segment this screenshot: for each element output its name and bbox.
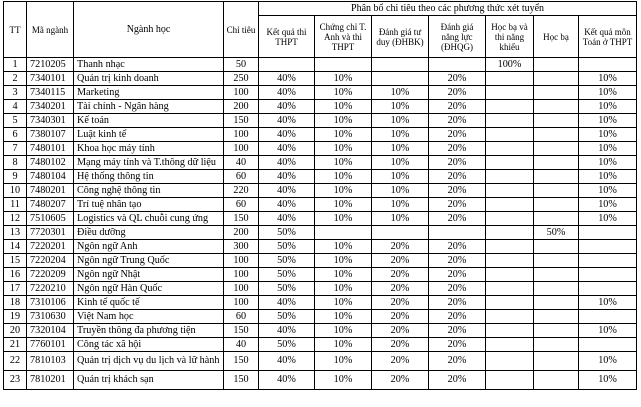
row-name-cell: Việt Nam học — [74, 310, 224, 324]
row-quota-cell: 150 — [224, 212, 259, 226]
row-method-cell: 20% — [429, 198, 486, 212]
row-code-cell: 7480201 — [27, 184, 74, 198]
row-method-cell: 20% — [372, 240, 429, 254]
table-row — [4, 212, 637, 226]
row-method-cell — [534, 100, 579, 114]
row-tt-cell: 17 — [4, 282, 27, 296]
row-method-cell — [534, 212, 579, 226]
row-method-cell: 10% — [315, 282, 372, 296]
row-method-cell: 40% — [259, 142, 315, 156]
row-method-cell: 20% — [372, 296, 429, 310]
table-row — [4, 58, 637, 72]
row-method-cell: 20% — [429, 72, 486, 86]
row-code-cell: 7220204 — [27, 254, 74, 268]
row-quota-cell: 200 — [224, 100, 259, 114]
row-method-cell — [534, 142, 579, 156]
row-tt-cell: 1 — [4, 58, 27, 72]
row-method-cell — [486, 100, 534, 114]
row-method-cell — [534, 128, 579, 142]
row-method-cell: 40% — [259, 198, 315, 212]
row-method-cell — [486, 156, 534, 170]
row-method-cell: 20% — [372, 338, 429, 352]
table-row — [4, 352, 637, 371]
table-row — [4, 240, 637, 254]
row-tt-cell: 23 — [4, 371, 27, 390]
row-name-cell: Quản trị dịch vụ du lịch và lữ hành — [74, 352, 224, 371]
col-method-header: Học bạ và thi năng khiếu — [486, 16, 534, 58]
row-method-cell: 10% — [315, 254, 372, 268]
row-code-cell: 7340301 — [27, 114, 74, 128]
row-method-cell — [486, 212, 534, 226]
row-tt-cell: 7 — [4, 142, 27, 156]
row-method-cell: 20% — [372, 352, 429, 371]
row-method-cell — [429, 58, 486, 72]
row-quota-cell: 220 — [224, 184, 259, 198]
row-code-cell: 7480104 — [27, 170, 74, 184]
row-method-cell: 10% — [579, 128, 637, 142]
row-method-cell: 40% — [259, 296, 315, 310]
row-method-cell: 10% — [372, 184, 429, 198]
row-method-cell: 20% — [372, 268, 429, 282]
row-method-cell: 10% — [315, 352, 372, 371]
row-code-cell: 7720301 — [27, 226, 74, 240]
row-quota-cell: 40 — [224, 156, 259, 170]
row-method-cell — [534, 198, 579, 212]
row-method-cell: 10% — [315, 142, 372, 156]
row-method-cell: 50% — [259, 254, 315, 268]
row-method-cell: 20% — [429, 296, 486, 310]
row-method-cell — [534, 184, 579, 198]
row-method-cell — [579, 226, 637, 240]
row-method-cell — [372, 58, 429, 72]
row-method-cell: 40% — [259, 212, 315, 226]
table-row — [4, 156, 637, 170]
row-method-cell: 20% — [429, 352, 486, 371]
row-method-cell — [534, 114, 579, 128]
row-tt-cell: 6 — [4, 128, 27, 142]
row-method-cell: 10% — [372, 212, 429, 226]
table-row — [4, 296, 637, 310]
row-name-cell: Ngôn ngữ Hàn Quốc — [74, 282, 224, 296]
row-method-cell — [486, 142, 534, 156]
row-method-cell: 100% — [486, 58, 534, 72]
row-method-cell — [579, 254, 637, 268]
row-tt-cell: 4 — [4, 100, 27, 114]
row-method-cell: 10% — [315, 156, 372, 170]
row-method-cell: 20% — [429, 184, 486, 198]
row-method-cell: 10% — [579, 296, 637, 310]
table-row — [4, 310, 637, 324]
row-code-cell: 7220209 — [27, 268, 74, 282]
row-method-cell: 20% — [429, 142, 486, 156]
row-method-cell: 10% — [579, 198, 637, 212]
row-method-cell — [534, 338, 579, 352]
row-method-cell: 10% — [372, 114, 429, 128]
table-row — [4, 198, 637, 212]
row-code-cell: 7320104 — [27, 324, 74, 338]
row-name-cell: Kinh tế quốc tế — [74, 296, 224, 310]
row-code-cell: 7480102 — [27, 156, 74, 170]
row-method-cell — [486, 240, 534, 254]
row-tt-cell: 12 — [4, 212, 27, 226]
row-method-cell: 20% — [429, 240, 486, 254]
row-method-cell — [486, 86, 534, 100]
row-tt-cell: 3 — [4, 86, 27, 100]
row-method-cell — [486, 128, 534, 142]
row-method-cell: 10% — [579, 371, 637, 390]
col-quota-header: Chỉ tiêu — [224, 2, 259, 58]
row-code-cell: 7210205 — [27, 58, 74, 72]
row-method-cell: 20% — [429, 324, 486, 338]
row-method-cell: 10% — [315, 310, 372, 324]
row-method-cell: 10% — [315, 114, 372, 128]
row-quota-cell: 250 — [224, 72, 259, 86]
row-method-cell: 10% — [315, 100, 372, 114]
row-tt-cell: 14 — [4, 240, 27, 254]
row-quota-cell: 100 — [224, 142, 259, 156]
row-method-cell: 10% — [315, 324, 372, 338]
row-method-cell: 10% — [315, 72, 372, 86]
row-method-cell: 40% — [259, 72, 315, 86]
row-method-cell — [486, 338, 534, 352]
row-method-cell: 10% — [579, 212, 637, 226]
row-tt-cell: 9 — [4, 170, 27, 184]
row-method-cell — [486, 170, 534, 184]
row-method-cell: 20% — [429, 310, 486, 324]
row-quota-cell: 60 — [224, 170, 259, 184]
row-method-cell — [579, 310, 637, 324]
row-code-cell: 7810201 — [27, 371, 74, 390]
row-method-cell: 20% — [429, 128, 486, 142]
row-method-cell: 20% — [429, 371, 486, 390]
row-name-cell: Tài chính - Ngân hàng — [74, 100, 224, 114]
row-method-cell: 10% — [372, 156, 429, 170]
row-method-cell — [486, 310, 534, 324]
row-method-cell: 40% — [259, 352, 315, 371]
row-quota-cell: 150 — [224, 324, 259, 338]
col-name-header: Ngành học — [74, 2, 224, 58]
row-method-cell — [534, 268, 579, 282]
row-name-cell: Kế toán — [74, 114, 224, 128]
row-method-cell: 10% — [372, 100, 429, 114]
methods-group-header: Phân bổ chi tiêu theo các phương thức xét tuyển — [259, 2, 637, 16]
table-row — [4, 338, 637, 352]
row-method-cell: 20% — [429, 338, 486, 352]
row-method-cell — [486, 198, 534, 212]
row-name-cell: Ngôn ngữ Nhật — [74, 268, 224, 282]
row-method-cell: 10% — [315, 240, 372, 254]
row-method-cell — [259, 58, 315, 72]
row-method-cell: 10% — [315, 338, 372, 352]
row-method-cell — [486, 226, 534, 240]
row-method-cell: 10% — [315, 184, 372, 198]
row-method-cell: 20% — [372, 254, 429, 268]
row-tt-cell: 19 — [4, 310, 27, 324]
row-method-cell: 10% — [315, 268, 372, 282]
row-method-cell: 10% — [315, 128, 372, 142]
row-method-cell: 50% — [259, 226, 315, 240]
row-method-cell — [579, 58, 637, 72]
row-tt-cell: 16 — [4, 268, 27, 282]
row-method-cell: 40% — [259, 170, 315, 184]
row-method-cell: 10% — [315, 212, 372, 226]
row-quota-cell: 150 — [224, 114, 259, 128]
row-tt-cell: 22 — [4, 352, 27, 371]
table-row — [4, 282, 637, 296]
row-name-cell: Công nghệ thông tin — [74, 184, 224, 198]
row-method-cell: 50% — [259, 240, 315, 254]
row-method-cell: 10% — [372, 170, 429, 184]
row-method-cell: 10% — [372, 142, 429, 156]
row-method-cell: 50% — [259, 310, 315, 324]
row-method-cell: 20% — [429, 268, 486, 282]
row-method-cell — [486, 268, 534, 282]
row-method-cell: 40% — [259, 128, 315, 142]
table-header — [4, 2, 637, 58]
row-method-cell: 20% — [429, 100, 486, 114]
row-method-cell — [486, 324, 534, 338]
row-code-cell: 7340115 — [27, 86, 74, 100]
table-row — [4, 226, 637, 240]
table-row — [4, 184, 637, 198]
row-quota-cell: 150 — [224, 371, 259, 390]
row-method-cell: 10% — [372, 198, 429, 212]
row-method-cell — [534, 371, 579, 390]
row-method-cell: 10% — [372, 86, 429, 100]
row-code-cell: 7310106 — [27, 296, 74, 310]
row-quota-cell: 100 — [224, 86, 259, 100]
row-quota-cell: 50 — [224, 58, 259, 72]
row-quota-cell: 100 — [224, 268, 259, 282]
row-quota-cell: 100 — [224, 254, 259, 268]
row-method-cell — [534, 170, 579, 184]
row-code-cell: 7220210 — [27, 282, 74, 296]
row-method-cell: 20% — [429, 212, 486, 226]
row-method-cell: 20% — [429, 170, 486, 184]
row-method-cell: 50% — [259, 282, 315, 296]
row-quota-cell: 100 — [224, 296, 259, 310]
row-method-cell — [429, 226, 486, 240]
row-quota-cell: 60 — [224, 310, 259, 324]
col-method-header: Đánh giá năng lực (ĐHQG) — [429, 16, 486, 58]
row-method-cell — [315, 226, 372, 240]
row-method-cell: 10% — [579, 324, 637, 338]
row-method-cell — [486, 114, 534, 128]
row-name-cell: Logistics và QL chuỗi cung ứng — [74, 212, 224, 226]
row-name-cell: Thanh nhạc — [74, 58, 224, 72]
row-method-cell: 40% — [259, 156, 315, 170]
table-row — [4, 254, 637, 268]
row-tt-cell: 2 — [4, 72, 27, 86]
row-method-cell — [579, 268, 637, 282]
row-method-cell: 20% — [429, 86, 486, 100]
row-method-cell — [372, 72, 429, 86]
row-method-cell: 10% — [579, 100, 637, 114]
row-tt-cell: 21 — [4, 338, 27, 352]
row-method-cell: 20% — [429, 254, 486, 268]
row-method-cell — [534, 352, 579, 371]
row-method-cell: 50% — [259, 268, 315, 282]
row-tt-cell: 8 — [4, 156, 27, 170]
row-method-cell — [579, 338, 637, 352]
row-name-cell: Điều dưỡng — [74, 226, 224, 240]
row-code-cell: 7220201 — [27, 240, 74, 254]
row-tt-cell: 18 — [4, 296, 27, 310]
col-method-header: Kết quả môn Toán ở THPT — [579, 16, 637, 58]
row-method-cell: 10% — [579, 170, 637, 184]
row-method-cell: 40% — [259, 114, 315, 128]
row-method-cell: 20% — [429, 282, 486, 296]
row-method-cell: 10% — [579, 352, 637, 371]
row-quota-cell: 60 — [224, 198, 259, 212]
row-method-cell: 20% — [372, 324, 429, 338]
table-row — [4, 324, 637, 338]
row-method-cell — [315, 58, 372, 72]
row-code-cell: 7310630 — [27, 310, 74, 324]
row-method-cell — [372, 226, 429, 240]
row-method-cell: 20% — [429, 114, 486, 128]
row-method-cell — [486, 254, 534, 268]
row-method-cell: 10% — [579, 114, 637, 128]
table-body — [4, 58, 637, 390]
row-name-cell: Khoa học máy tính — [74, 142, 224, 156]
row-method-cell: 10% — [579, 86, 637, 100]
col-method-header: Chứng chỉ T. Anh và thi THPT — [315, 16, 372, 58]
row-method-cell — [534, 254, 579, 268]
table-row — [4, 268, 637, 282]
row-method-cell: 50% — [534, 226, 579, 240]
row-name-cell: Hệ thống thông tin — [74, 170, 224, 184]
table-row — [4, 100, 637, 114]
row-name-cell: Truyền thông đa phương tiện — [74, 324, 224, 338]
row-method-cell — [534, 282, 579, 296]
row-tt-cell: 15 — [4, 254, 27, 268]
row-quota-cell: 40 — [224, 338, 259, 352]
row-name-cell: Quản trị khách sạn — [74, 371, 224, 390]
row-method-cell — [486, 296, 534, 310]
table-row — [4, 114, 637, 128]
row-method-cell — [534, 72, 579, 86]
row-code-cell: 7760101 — [27, 338, 74, 352]
row-method-cell — [534, 156, 579, 170]
row-method-cell — [486, 371, 534, 390]
row-quota-cell: 200 — [224, 226, 259, 240]
row-name-cell: Mạng máy tính và T.thông dữ liệu — [74, 156, 224, 170]
col-method-header: Kết quả thi THPT — [259, 16, 315, 58]
row-method-cell: 10% — [315, 86, 372, 100]
row-method-cell — [486, 282, 534, 296]
table-row — [4, 142, 637, 156]
row-method-cell: 40% — [259, 86, 315, 100]
row-method-cell — [534, 58, 579, 72]
row-method-cell — [486, 184, 534, 198]
row-name-cell: Luật kinh tế — [74, 128, 224, 142]
row-method-cell: 20% — [372, 282, 429, 296]
row-method-cell — [486, 352, 534, 371]
row-quota-cell: 100 — [224, 128, 259, 142]
row-method-cell: 40% — [259, 371, 315, 390]
row-name-cell: Ngôn ngữ Trung Quốc — [74, 254, 224, 268]
row-method-cell: 10% — [315, 198, 372, 212]
row-method-cell: 20% — [372, 310, 429, 324]
admissions-table — [3, 1, 637, 390]
table-row — [4, 72, 637, 86]
row-code-cell: 7510605 — [27, 212, 74, 226]
row-method-cell: 20% — [429, 156, 486, 170]
table-row — [4, 170, 637, 184]
col-method-header: Đánh giá tư duy (ĐHBK) — [372, 16, 429, 58]
row-method-cell: 40% — [259, 184, 315, 198]
row-method-cell: 10% — [315, 170, 372, 184]
row-tt-cell: 13 — [4, 226, 27, 240]
row-code-cell: 7480207 — [27, 198, 74, 212]
row-name-cell: Ngôn ngữ Anh — [74, 240, 224, 254]
row-method-cell: 10% — [579, 156, 637, 170]
row-tt-cell: 20 — [4, 324, 27, 338]
row-method-cell — [579, 282, 637, 296]
row-code-cell: 7340201 — [27, 100, 74, 114]
row-method-cell — [534, 296, 579, 310]
row-method-cell: 50% — [259, 338, 315, 352]
row-name-cell: Trí tuệ nhân tạo — [74, 198, 224, 212]
row-code-cell: 7480101 — [27, 142, 74, 156]
row-method-cell — [534, 310, 579, 324]
row-method-cell — [486, 72, 534, 86]
row-method-cell: 10% — [372, 128, 429, 142]
row-method-cell: 10% — [315, 371, 372, 390]
row-tt-cell: 5 — [4, 114, 27, 128]
row-tt-cell: 11 — [4, 198, 27, 212]
row-code-cell: 7810103 — [27, 352, 74, 371]
row-name-cell: Marketing — [74, 86, 224, 100]
table-row — [4, 371, 637, 390]
col-code-header: Mã ngành — [27, 2, 74, 58]
col-method-header: Học bạ — [534, 16, 579, 58]
row-quota-cell: 300 — [224, 240, 259, 254]
row-name-cell: Công tác xã hội — [74, 338, 224, 352]
row-method-cell: 10% — [579, 72, 637, 86]
row-method-cell: 40% — [259, 324, 315, 338]
row-name-cell: Quản trị kinh doanh — [74, 72, 224, 86]
row-method-cell — [579, 240, 637, 254]
row-quota-cell: 100 — [224, 282, 259, 296]
row-method-cell — [534, 86, 579, 100]
row-method-cell: 10% — [579, 184, 637, 198]
row-code-cell: 7340101 — [27, 72, 74, 86]
row-tt-cell: 10 — [4, 184, 27, 198]
row-method-cell: 10% — [315, 296, 372, 310]
col-tt-header: TT — [4, 2, 27, 58]
row-code-cell: 7380107 — [27, 128, 74, 142]
row-method-cell — [534, 324, 579, 338]
row-method-cell — [534, 240, 579, 254]
row-method-cell: 20% — [372, 371, 429, 390]
table-row — [4, 86, 637, 100]
row-method-cell: 40% — [259, 100, 315, 114]
row-method-cell: 10% — [579, 142, 637, 156]
table-row — [4, 128, 637, 142]
row-quota-cell: 150 — [224, 352, 259, 371]
